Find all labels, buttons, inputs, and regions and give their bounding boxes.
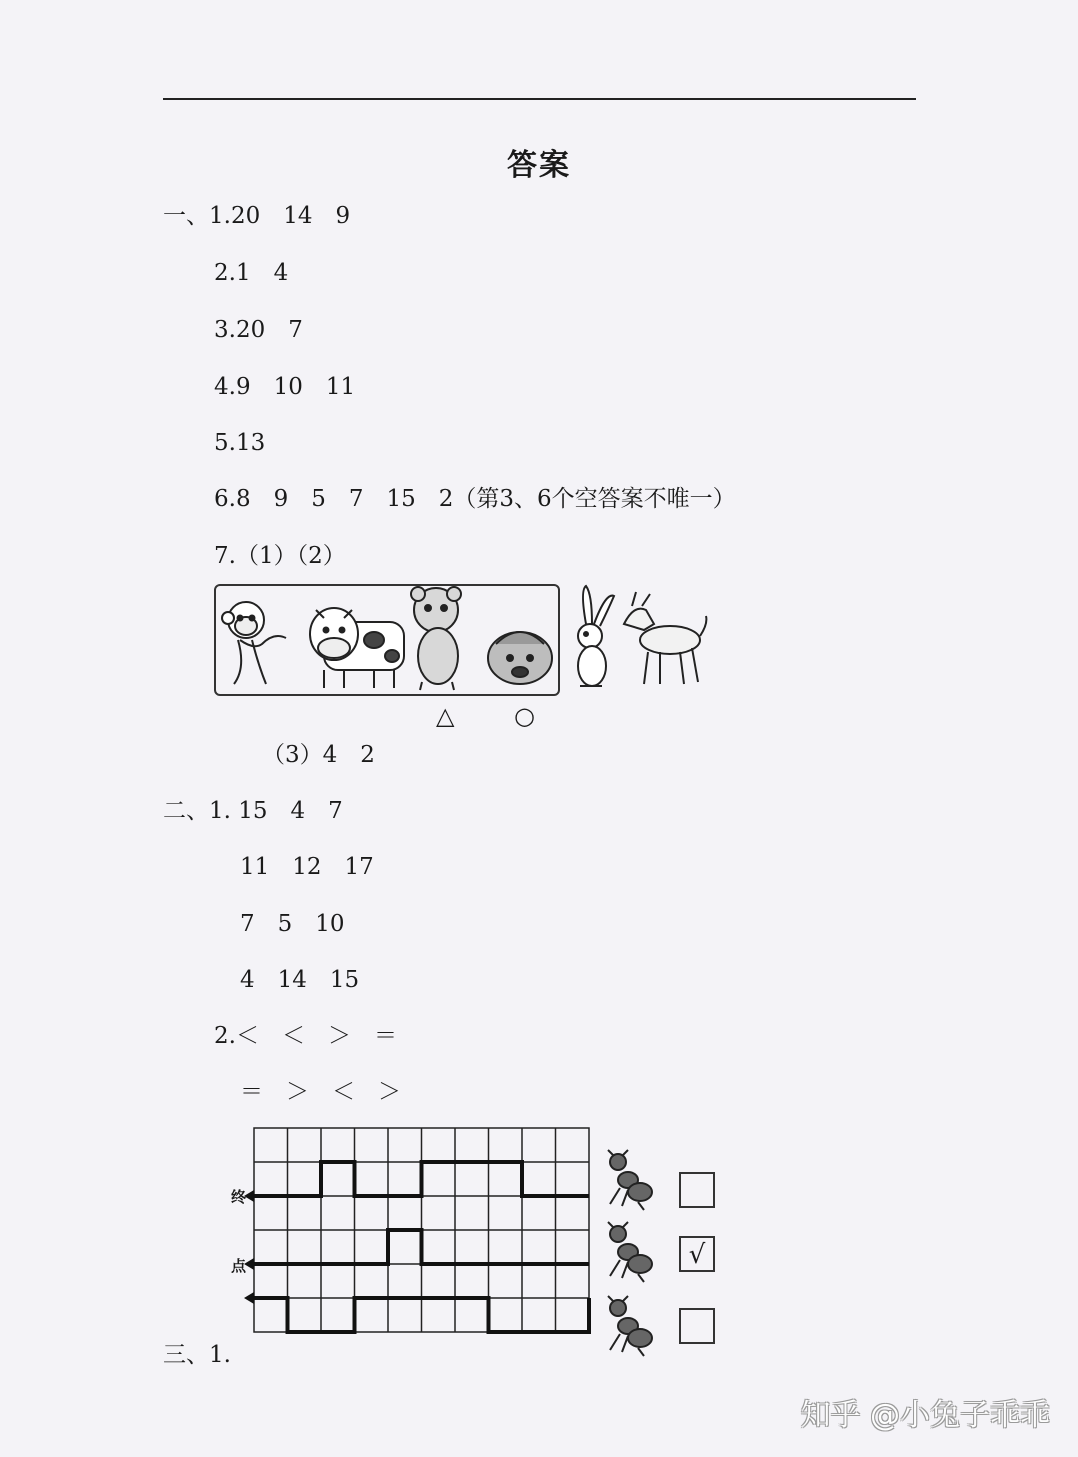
triangle-mark: △ xyxy=(436,702,455,730)
answer-line: 2.1 4 xyxy=(214,260,289,286)
answer-line: 三、1. xyxy=(163,1342,231,1368)
answer-line: 2.＜ ＜ ＞ ＝ xyxy=(214,1023,397,1049)
answer-line: 4 14 15 xyxy=(240,967,360,993)
answer-line: 二、1. 15 4 7 xyxy=(163,798,343,824)
maze-grid xyxy=(225,1120,595,1340)
ant-icon xyxy=(608,1296,652,1356)
answer-checkbox xyxy=(679,1172,715,1208)
answer-line: 3.20 7 xyxy=(214,317,303,343)
answer-line: 6.8 9 5 7 15 2（第3、6个空答案不唯一） xyxy=(214,486,736,512)
answer-line: 5.13 xyxy=(214,430,266,456)
bear-icon xyxy=(411,587,461,690)
answer-line: 一、1.20 14 9 xyxy=(163,203,351,229)
circle-mark: ○ xyxy=(514,702,535,730)
page-title: 答案 xyxy=(507,148,571,183)
answer-line: 7.（1）（2） xyxy=(214,543,346,569)
rabbit-icon xyxy=(578,586,614,686)
answer-line: ＝ ＞ ＜ ＞ xyxy=(240,1079,401,1105)
donkey-icon xyxy=(624,592,706,684)
maze-end-label: 终 xyxy=(231,1188,247,1206)
path-middle xyxy=(254,1230,589,1264)
answer-checkbox-checked: √ xyxy=(679,1236,715,1272)
animals-illustration xyxy=(214,584,734,696)
dog-icon xyxy=(488,632,552,684)
answer-checkbox xyxy=(679,1308,715,1344)
maze-end-label: 点 xyxy=(231,1257,247,1275)
cow-icon xyxy=(310,608,404,688)
ants-illustration xyxy=(600,1148,660,1360)
ant-icon xyxy=(608,1150,652,1210)
path-top xyxy=(254,1162,589,1196)
answer-line: 4.9 10 11 xyxy=(214,374,356,400)
answer-line: 7 5 10 xyxy=(240,911,345,937)
answer-line: 11 12 17 xyxy=(240,854,374,880)
answer-line: （3）4 2 xyxy=(262,742,375,768)
ant-icon xyxy=(608,1222,652,1282)
header-rule xyxy=(163,98,916,100)
monkey-icon xyxy=(222,602,286,684)
arrow-left-icon xyxy=(244,1292,254,1304)
watermark: 知乎 @小兔子乖乖 xyxy=(800,1398,1050,1433)
